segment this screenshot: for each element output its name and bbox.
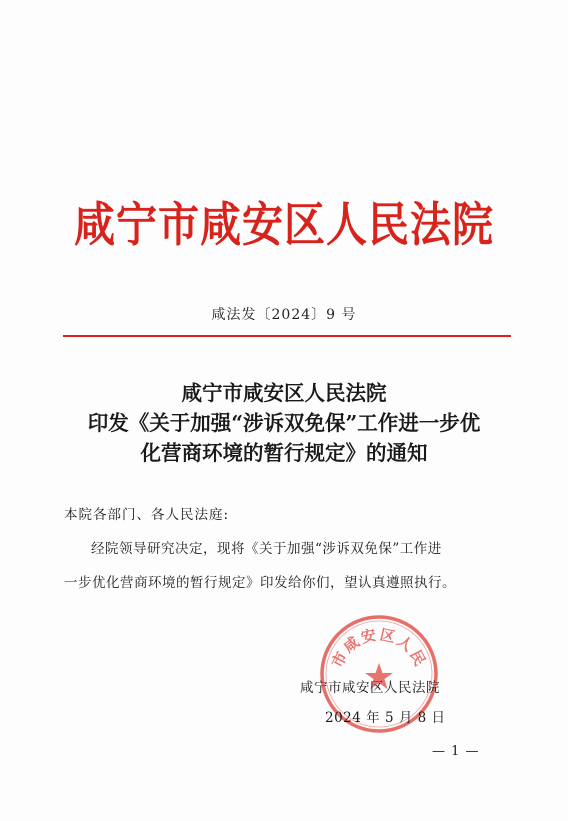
body-paragraph <box>64 532 504 600</box>
seal-text: 市咸安区人民 <box>328 625 430 671</box>
body-line-2: 一步优化营商环境的暂行规定》印发给你们，望认真遵照执行。 <box>64 575 456 591</box>
recipient-line: 本院各部门、各人民法庭: <box>64 507 230 523</box>
notice-title <box>40 378 528 468</box>
signature-org: 咸宁市咸安区人民法院 <box>300 680 440 696</box>
body-line-1: 经院领导研究决定，现将《关于加强“涉诉双免保”工作进 <box>91 541 442 557</box>
document-number: 咸法发〔2024〕9 号 <box>211 307 357 323</box>
notice-title-line-2: 印发《关于加强“涉诉双免保”工作进一步优 <box>87 411 481 435</box>
red-divider-line <box>63 335 511 337</box>
signature-date: 2024 年 5 月 8 日 <box>325 710 446 726</box>
page-number: — 1 — <box>432 744 480 759</box>
red-header-title: 咸宁市咸安区人民法院 <box>74 197 494 253</box>
notice-title-line-3: 化营商环境的暂行规定》的通知 <box>140 441 428 465</box>
notice-title-line-1: 咸宁市咸安区人民法院 <box>181 381 387 405</box>
